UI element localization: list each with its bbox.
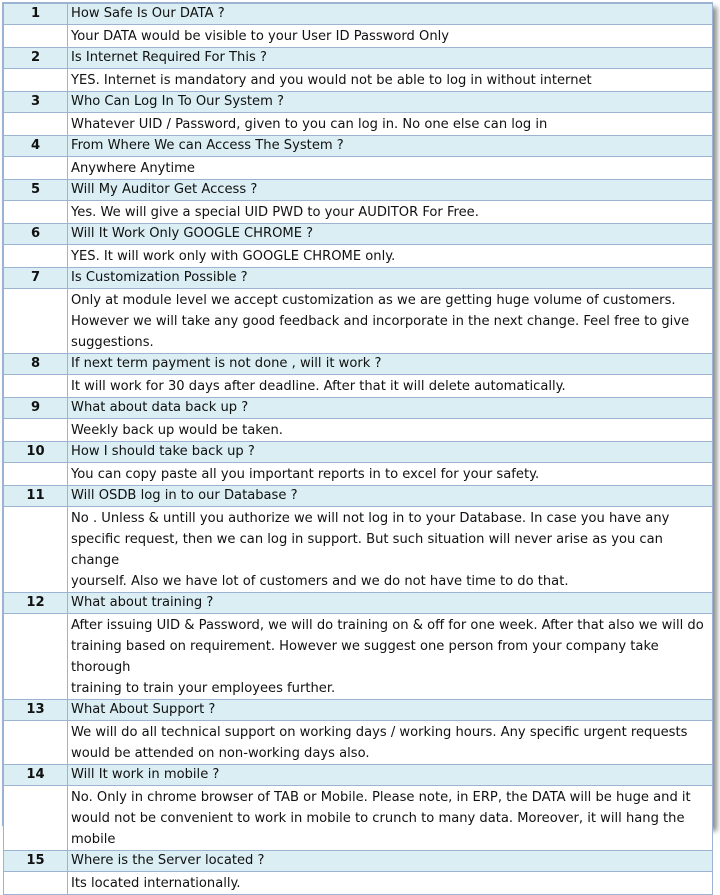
faq-answer (68, 157, 713, 180)
faq-answer-row (4, 157, 713, 180)
faq-answer-row (4, 507, 713, 593)
faq-question: If next term payment is not done , will it work ? (68, 354, 713, 375)
faq-answer-line: training to train your employees further. (71, 681, 336, 696)
faq-number: 6 (4, 224, 68, 245)
faq-answer-line: YES. It will work only with GOOGLE CHROME only. (71, 249, 396, 264)
faq-table (3, 3, 713, 895)
faq-number: 8 (4, 354, 68, 375)
faq-question-row (4, 700, 713, 721)
faq-question-row (4, 268, 713, 289)
faq-question: Will It Work Only GOOGLE CHROME ? (68, 224, 713, 245)
faq-answer-line: Only at module level we accept customization as we are getting huge volume of customers. (71, 293, 676, 308)
faq-answer-line: Your DATA would be visible to your User ID Password Only (71, 29, 450, 44)
faq-answer-line: It will work for 30 days after deadline. After that it will delete automatically. (71, 379, 566, 394)
faq-answer-line: yourself. Also we have lot of customers and we do not have time to do that. (71, 574, 569, 589)
faq-answer-line: Whatever UID / Password, given to you can log in. No one else can log in (71, 117, 548, 132)
faq-question: What about data back up ? (68, 398, 713, 419)
faq-answer (68, 786, 713, 851)
faq-answer (68, 25, 713, 48)
faq-number-spacer (4, 786, 68, 851)
faq-answer-line: would not be convenient to work in mobile to crunch to many data. Moreover, it will hang the (71, 811, 685, 826)
faq-answer-line: Weekly back up would be taken. (71, 423, 283, 438)
faq-question-row (4, 92, 713, 113)
faq-number-spacer (4, 201, 68, 224)
faq-answer-row (4, 614, 713, 700)
faq-number: 1 (4, 4, 68, 25)
faq-question-row (4, 442, 713, 463)
faq-question: Is Customization Possible ? (68, 268, 713, 289)
faq-number-spacer (4, 375, 68, 398)
faq-answer (68, 721, 713, 765)
faq-answer (68, 419, 713, 442)
faq-question: Will OSDB log in to our Database ? (68, 486, 713, 507)
faq-answer (68, 507, 713, 593)
faq-answer-line: training based on requirement. However we suggest one person from your company take thorough (71, 639, 659, 675)
faq-answer-row (4, 113, 713, 136)
faq-answer-row (4, 289, 713, 354)
faq-number: 12 (4, 593, 68, 614)
faq-number: 13 (4, 700, 68, 721)
faq-question: How Safe Is Our DATA ? (68, 4, 713, 25)
faq-answer-row (4, 721, 713, 765)
faq-number-spacer (4, 463, 68, 486)
faq-answer-line: However we will take any good feedback and incorporate in the next change. Feel free to give (71, 314, 690, 329)
faq-number-spacer (4, 157, 68, 180)
faq-question-row (4, 398, 713, 419)
faq-number-spacer (4, 419, 68, 442)
faq-number-spacer (4, 507, 68, 593)
faq-answer-row (4, 69, 713, 92)
faq-number: 5 (4, 180, 68, 201)
faq-question: Where is the Server located ? (68, 851, 713, 872)
faq-number: 15 (4, 851, 68, 872)
faq-number-spacer (4, 289, 68, 354)
faq-question-row (4, 765, 713, 786)
faq-answer-line: Its located internationally. (71, 876, 241, 891)
faq-question: Who Can Log In To Our System ? (68, 92, 713, 113)
faq-number: 3 (4, 92, 68, 113)
faq-answer-line: You can copy paste all you important reports in to excel for your safety. (71, 467, 540, 482)
faq-question-row (4, 136, 713, 157)
faq-answer-line: YES. Internet is mandatory and you would not be able to log in without internet (71, 73, 592, 88)
faq-number-spacer (4, 245, 68, 268)
faq-question: From Where We can Access The System ? (68, 136, 713, 157)
faq-answer-line: No . Unless & untill you authorize we will not log in to your Database. In case you have any (71, 511, 670, 526)
faq-answer (68, 614, 713, 700)
faq-table-body (4, 4, 713, 895)
faq-number: 2 (4, 48, 68, 69)
faq-question-row (4, 180, 713, 201)
faq-answer-row (4, 245, 713, 268)
faq-answer (68, 69, 713, 92)
faq-number: 10 (4, 442, 68, 463)
faq-answer-line: No. Only in chrome browser of TAB or Mobile. Please note, in ERP, the DATA will be huge and it (71, 790, 691, 805)
faq-answer (68, 463, 713, 486)
faq-answer (68, 113, 713, 136)
faq-question-row (4, 354, 713, 375)
faq-number: 14 (4, 765, 68, 786)
faq-number-spacer (4, 872, 68, 895)
faq-question: What about training ? (68, 593, 713, 614)
faq-answer-row (4, 872, 713, 895)
faq-question-row (4, 593, 713, 614)
faq-question-row (4, 851, 713, 872)
faq-answer (68, 245, 713, 268)
faq-answer-line: We will do all technical support on working days / working hours. Any specific urgent requests (71, 725, 688, 740)
faq-answer-line: specific request, then we can log in support. But such situation will never arise as you can change (71, 532, 663, 568)
faq-question-row (4, 4, 713, 25)
faq-answer-row (4, 25, 713, 48)
faq-answer-row (4, 201, 713, 224)
faq-question: What About Support ? (68, 700, 713, 721)
faq-answer (68, 201, 713, 224)
faq-answer-line: mobile (71, 832, 116, 847)
faq-answer-row (4, 419, 713, 442)
faq-answer-line: Anywhere Anytime (71, 161, 195, 176)
faq-table-frame (2, 2, 713, 891)
faq-answer-line: suggestions. (71, 335, 154, 350)
faq-answer-row (4, 463, 713, 486)
faq-number-spacer (4, 614, 68, 700)
faq-number-spacer (4, 25, 68, 48)
faq-number-spacer (4, 113, 68, 136)
faq-answer-line: After issuing UID & Password, we will do training on & off for one week. After that also we will do (71, 618, 704, 633)
faq-answer-row (4, 375, 713, 398)
faq-question: Is Internet Required For This ? (68, 48, 713, 69)
faq-answer (68, 872, 713, 895)
faq-question: How I should take back up ? (68, 442, 713, 463)
faq-answer (68, 375, 713, 398)
faq-number-spacer (4, 721, 68, 765)
faq-number: 7 (4, 268, 68, 289)
faq-question-row (4, 48, 713, 69)
faq-question: Will My Auditor Get Access ? (68, 180, 713, 201)
faq-number-spacer (4, 69, 68, 92)
faq-answer-row (4, 786, 713, 851)
faq-question-row (4, 224, 713, 245)
faq-number: 9 (4, 398, 68, 419)
faq-question-row (4, 486, 713, 507)
faq-answer-line: Yes. We will give a special UID PWD to your AUDITOR For Free. (71, 205, 479, 220)
faq-number: 4 (4, 136, 68, 157)
faq-number: 11 (4, 486, 68, 507)
faq-answer-line: would be attended on non-working days also. (71, 746, 370, 761)
faq-question: Will It work in mobile ? (68, 765, 713, 786)
faq-answer (68, 289, 713, 354)
